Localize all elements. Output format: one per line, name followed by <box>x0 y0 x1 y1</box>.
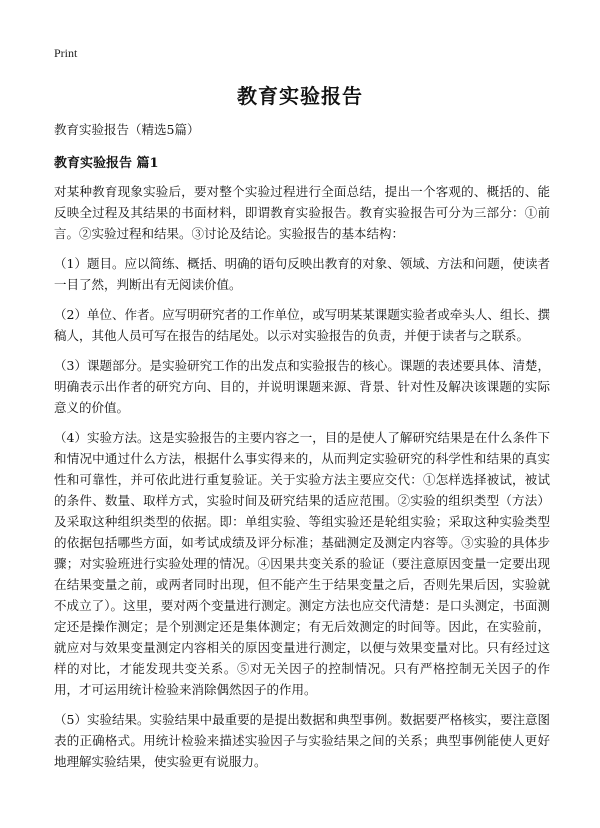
paragraph-title: （1）题目。应以简练、概括、明确的语句反映出教育的对象、领域、方法和问题，使读者一目了然，判断出有无阅读价值。 <box>54 256 550 292</box>
paragraph-topic: （3）课题部分。是实验研究工作的出发点和实验报告的核心。课题的表述要具体、清楚，明确表示出作者的研究方向、目的，并说明课题来源、背景、针对性及解决该课题的实际意义的价值。 <box>54 358 550 415</box>
document-subtitle: 教育实验报告（精选5篇） <box>54 122 200 137</box>
body-text <box>54 181 550 781</box>
paragraph-intro: 对某种教育现象实验后，要对整个实验过程进行全面总结，提出一个客观的、概括的、能反映全过程及其结果的书面材料，即谓教育实验报告。教育实验报告可分为三部分：①前言。②实验过程和结果。③讨论及结论。实验报告的基本结构： <box>54 184 550 241</box>
paragraph-unit-author: （2）单位、作者。应写明研究者的工作单位，或写明某某课题实验者或牵头人、组长、撰稿人，其他人员可写在报告的结尾处。以示对实验报告的负责，并便于读者与之联系。 <box>54 307 550 343</box>
document-title: 教育实验报告 <box>237 84 363 108</box>
paragraph-method: （4）实验方法。这是实验报告的主要内容之一，目的是使人了解研究结果是在什么条件下和情况中通过什么方法，根据什么事实得来的，从而判定实验研究的科学性和结果的真实性和可靠性，并可依此进行重复验证。关于实验方法主要应交代：①怎样选择被试，被试的条件、数量、取样方式，实验时间及研究结果的适应范围。②实验的组织类型（方法）及采取这种组织类型的依据。即：单组实验、等组实验还是轮组实验；采取这种实验类型的依据包括哪些方面，如考试成绩及评分标准；基础测定及测定内容等。③实验的具体步骤；对实验班进行实验处理的情况。④因果共变关系的验证（要注意原因变量一定要出现在结果变量之前，或两者同时出现，但不能产生于结果变量之后，否则先果后因，实验就不成立了）。这里，要对两个变量进行测定。测定方法也应交代清楚：是口头测定，书面测定还是操作测定；是个别测定还是集体测定；有无后效测定的时间等。因此，在实验前，就应对与效果变量测定内容相关的原因变量进行测定，以便与效果变量对比。只有经过这样的对比，才能发现共变关系。⑤对无关因子的控制情况。只有严格控制无关因子的作用，才可运用统计检验来消除偶然因子的作用。 <box>54 430 550 697</box>
paragraph-results: （5）实验结果。实验结果中最重要的是提出数据和典型事例。数据要严格核实，要注意图表的正确格式。用统计检验来描述实验因子与实验结果之间的关系；典型事例能使人更好地理解实验结果，使实验更有说服力。 <box>54 712 550 769</box>
print-label: Print <box>54 46 78 60</box>
section-heading: 教育实验报告 篇1 <box>54 156 159 171</box>
